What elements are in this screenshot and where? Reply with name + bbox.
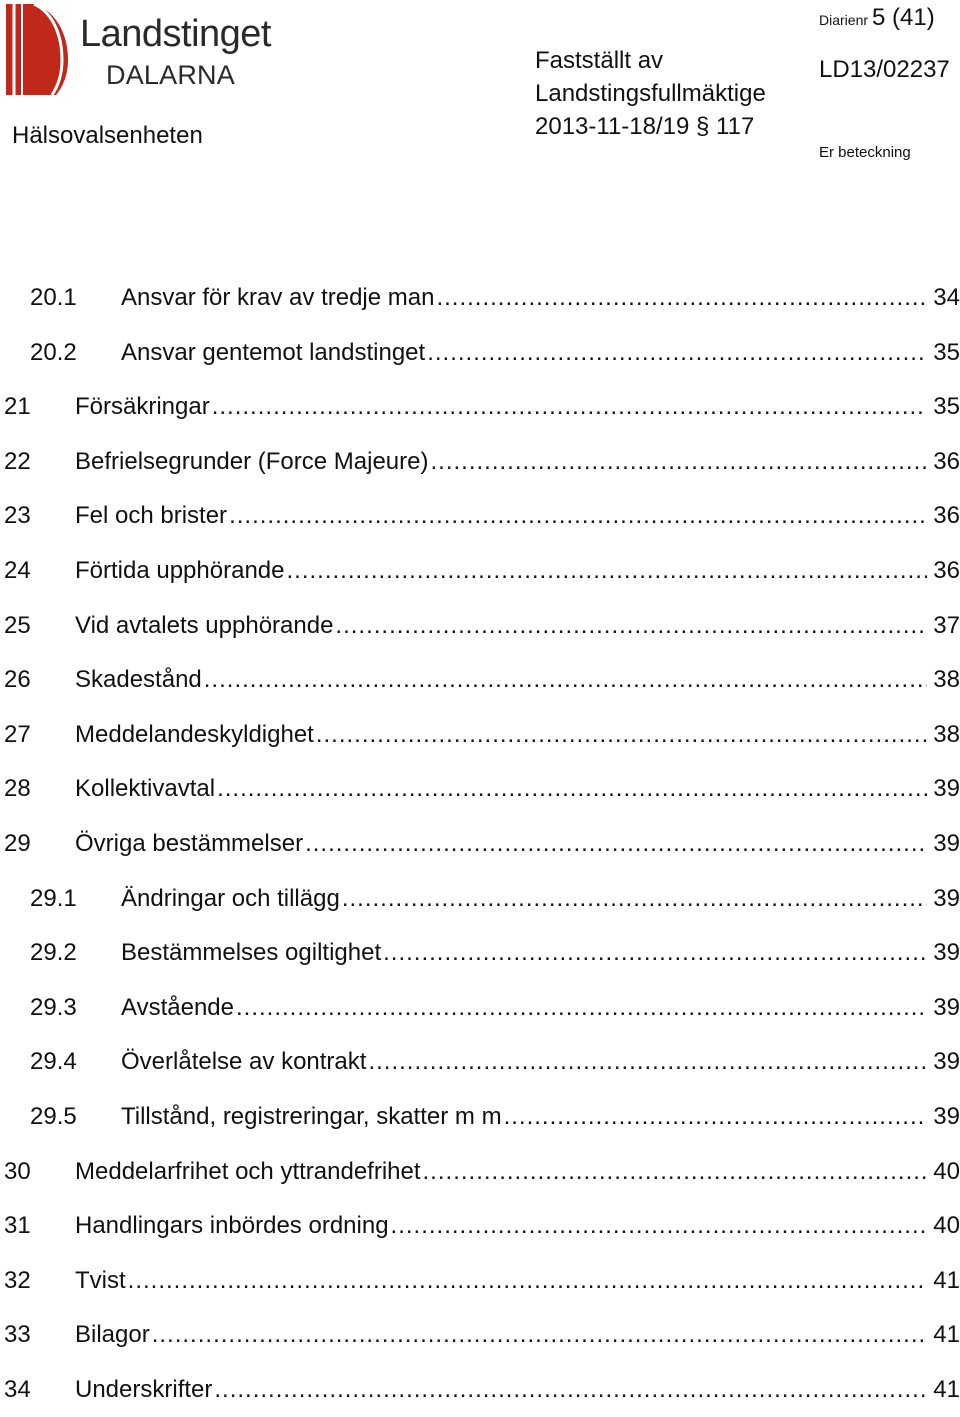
toc-entry-number: 29 xyxy=(4,829,31,857)
toc-entry[interactable] xyxy=(0,1199,960,1254)
toc-leader-dots xyxy=(236,981,927,1036)
toc-leader-dots xyxy=(342,872,927,927)
toc-entry-line xyxy=(75,708,960,763)
toc-entry-line xyxy=(121,271,960,326)
your-reference-label: Er beteckning xyxy=(819,144,911,161)
adopted-by-block xyxy=(535,44,766,143)
diarie-label: Diarienr xyxy=(819,12,869,28)
table-of-contents xyxy=(0,271,960,1417)
toc-leader-dots xyxy=(335,599,927,654)
toc-entry-page[interactable]: 38 xyxy=(933,666,960,694)
toc-leader-dots xyxy=(423,1145,928,1200)
toc-entry-line xyxy=(121,981,960,1036)
toc-entry-title[interactable]: Ändringar och tillägg xyxy=(121,884,340,912)
toc-entry[interactable] xyxy=(0,1308,960,1363)
toc-entry-page[interactable]: 40 xyxy=(933,1212,960,1240)
toc-entry-number: 27 xyxy=(4,720,31,748)
toc-entry[interactable] xyxy=(0,1363,960,1417)
toc-leader-dots xyxy=(217,762,927,817)
toc-leader-dots xyxy=(286,544,927,599)
toc-entry-title[interactable]: Försäkringar xyxy=(75,393,210,421)
toc-entry-number: 22 xyxy=(4,447,31,475)
toc-entry-number: 33 xyxy=(4,1321,31,1349)
toc-entry-title[interactable]: Kollektivavtal xyxy=(75,775,216,803)
toc-entry-page[interactable]: 35 xyxy=(933,393,960,421)
toc-entry-page[interactable]: 37 xyxy=(933,611,960,639)
toc-entry[interactable] xyxy=(0,599,960,654)
toc-entry[interactable] xyxy=(0,1090,960,1145)
toc-entry-number: 28 xyxy=(4,775,31,803)
toc-leader-dots xyxy=(128,1254,928,1309)
toc-entry-number: 31 xyxy=(4,1212,31,1240)
toc-entry-line xyxy=(75,817,960,872)
toc-leader-dots xyxy=(229,489,927,544)
toc-entry-page[interactable]: 40 xyxy=(933,1157,960,1185)
toc-entry-number: 32 xyxy=(4,1266,31,1294)
toc-entry-page[interactable]: 41 xyxy=(933,1266,960,1294)
toc-entry-line xyxy=(75,762,960,817)
toc-entry-number: 25 xyxy=(4,611,31,639)
toc-entry-title[interactable]: Ansvar gentemot landstinget xyxy=(121,338,426,366)
toc-leader-dots xyxy=(204,653,928,708)
toc-entry-number: 29.1 xyxy=(30,884,77,912)
toc-leader-dots xyxy=(316,708,927,763)
diarie-block xyxy=(819,4,935,32)
toc-leader-dots xyxy=(383,926,927,981)
toc-entry-title[interactable]: Meddelarfrihet och yttrandefrihet xyxy=(75,1157,421,1185)
logo-name: Landstinget xyxy=(80,13,271,55)
toc-entry-number: 29.2 xyxy=(30,939,77,967)
adopted-line: Fastställt av xyxy=(535,47,664,74)
toc-leader-dots xyxy=(152,1308,928,1363)
toc-entry[interactable] xyxy=(0,435,960,490)
toc-entry-number: 29.5 xyxy=(30,1102,77,1130)
toc-entry-line xyxy=(75,1254,960,1309)
toc-entry-title[interactable]: Tillstånd, registreringar, skatter m m xyxy=(121,1102,502,1130)
toc-entry-number: 21 xyxy=(4,393,31,421)
toc-entry[interactable] xyxy=(0,1145,960,1200)
toc-entry[interactable] xyxy=(0,271,960,326)
toc-entry-line xyxy=(121,1035,960,1090)
toc-leader-dots xyxy=(391,1199,928,1254)
toc-entry-page[interactable]: 39 xyxy=(933,775,960,803)
toc-entry-number: 20.2 xyxy=(30,338,77,366)
toc-entry-line xyxy=(75,489,960,544)
logo-region: DALARNA xyxy=(106,60,235,90)
toc-entry-page[interactable]: 39 xyxy=(933,993,960,1021)
toc-entry-number: 20.1 xyxy=(30,284,77,311)
toc-entry-line xyxy=(121,872,960,927)
toc-leader-dots xyxy=(436,271,927,326)
toc-leader-dots xyxy=(430,435,927,490)
toc-entry[interactable] xyxy=(0,326,960,381)
toc-entry-line xyxy=(75,435,960,490)
toc-entry-title[interactable]: Handlingars inbördes ordning xyxy=(75,1212,389,1240)
toc-entry[interactable] xyxy=(0,653,960,708)
toc-entry-page[interactable]: 36 xyxy=(933,502,960,530)
toc-leader-dots xyxy=(214,1363,927,1417)
toc-entry-number: 30 xyxy=(4,1157,31,1185)
toc-entry[interactable] xyxy=(0,926,960,981)
toc-entry-title[interactable]: Vid avtalets upphörande xyxy=(75,611,334,639)
toc-entry-line xyxy=(75,1145,960,1200)
toc-entry-title[interactable]: Bestämmelses ogiltighet xyxy=(121,939,382,967)
toc-entry-number: 34 xyxy=(4,1375,31,1403)
toc-entry-page[interactable]: 41 xyxy=(933,1321,960,1349)
toc-entry-line xyxy=(121,1090,960,1145)
toc-entry-page[interactable]: 36 xyxy=(933,447,960,475)
toc-entry-line xyxy=(75,1199,960,1254)
toc-entry-number: 29.4 xyxy=(30,1048,77,1076)
toc-entry-page[interactable]: 39 xyxy=(933,1048,960,1076)
toc-entry-line xyxy=(121,926,960,981)
adopted-line: Landstingsfullmäktige xyxy=(535,80,766,107)
landstinget-dalarna-logo xyxy=(4,2,271,98)
toc-entry[interactable] xyxy=(0,981,960,1036)
toc-entry-title[interactable]: Tvist xyxy=(75,1266,126,1294)
toc-entry-page[interactable]: 39 xyxy=(933,939,960,967)
toc-entry-page[interactable]: 39 xyxy=(933,1102,960,1130)
toc-entry-title[interactable]: Befrielsegrunder (Force Majeure) xyxy=(75,447,429,475)
toc-leader-dots xyxy=(305,817,927,872)
toc-entry[interactable] xyxy=(0,817,960,872)
toc-entry-page[interactable]: 36 xyxy=(933,556,960,584)
toc-entry-number: 26 xyxy=(4,666,31,694)
toc-entry-line xyxy=(75,1363,960,1417)
toc-entry-title[interactable]: Ansvar för krav av tredje man xyxy=(121,284,435,311)
toc-entry-title[interactable]: Avstående xyxy=(121,993,234,1021)
toc-entry[interactable] xyxy=(0,1254,960,1309)
case-number: LD13/02237 xyxy=(819,56,950,83)
toc-entry[interactable] xyxy=(0,380,960,435)
toc-leader-dots xyxy=(504,1090,928,1145)
toc-leader-dots xyxy=(427,326,927,381)
toc-entry-page[interactable]: 39 xyxy=(933,829,960,857)
toc-entry[interactable] xyxy=(0,762,960,817)
adopted-line: 2013-11-18/19 § 117 xyxy=(535,113,755,140)
unit-name: Hälsovalsenheten xyxy=(12,122,203,149)
toc-entry[interactable] xyxy=(0,489,960,544)
toc-entry-title[interactable]: Meddelandeskyldighet xyxy=(75,720,314,748)
page-indicator: 5 (41) xyxy=(872,4,935,31)
toc-entry-page[interactable]: 38 xyxy=(933,720,960,748)
toc-entry-page[interactable]: 34 xyxy=(933,284,960,311)
toc-entry-number: 24 xyxy=(4,556,31,584)
toc-entry-title[interactable]: Överlåtelse av kontrakt xyxy=(121,1048,367,1076)
toc-leader-dots xyxy=(368,1035,927,1090)
toc-entry-title[interactable]: Förtida upphörande xyxy=(75,556,285,584)
toc-entry-title[interactable]: Underskrifter xyxy=(75,1375,213,1403)
toc-entry[interactable] xyxy=(0,872,960,927)
toc-entry[interactable] xyxy=(0,708,960,763)
toc-entry-line xyxy=(75,1308,960,1363)
toc-entry-page[interactable]: 39 xyxy=(933,884,960,912)
toc-entry-title[interactable]: Bilagor xyxy=(75,1321,150,1349)
toc-entry-title[interactable]: Övriga bestämmelser xyxy=(75,829,304,857)
toc-entry-line xyxy=(75,544,960,599)
toc-entry-line xyxy=(75,653,960,708)
toc-entry[interactable] xyxy=(0,1035,960,1090)
toc-entry-number: 23 xyxy=(4,502,31,530)
toc-entry-number: 29.3 xyxy=(30,993,77,1021)
toc-entry-page[interactable]: 35 xyxy=(933,338,960,366)
toc-entry-title[interactable]: Skadestånd xyxy=(75,666,202,694)
toc-entry-line xyxy=(75,380,960,435)
toc-entry-title[interactable]: Fel och brister xyxy=(75,502,228,530)
toc-entry[interactable] xyxy=(0,544,960,599)
toc-leader-dots xyxy=(212,380,928,435)
toc-entry-line xyxy=(121,326,960,381)
toc-entry-page[interactable]: 41 xyxy=(933,1375,960,1403)
toc-entry-line xyxy=(75,599,960,654)
